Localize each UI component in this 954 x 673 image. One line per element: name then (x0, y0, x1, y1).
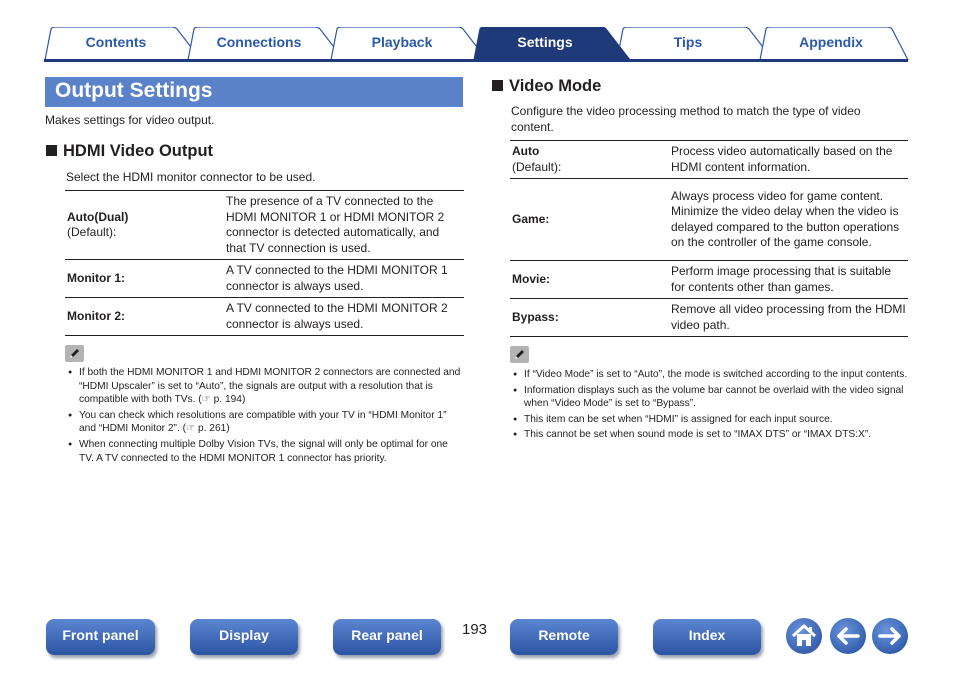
tab-playback[interactable] (330, 27, 488, 60)
pencil-icon (65, 345, 84, 362)
display-button[interactable] (190, 619, 298, 655)
option-key: Auto(Dual) (Default): (65, 191, 224, 260)
list-item: ● You can check which resolutions are compatible with your TV in “HDMI Monitor 1” and “HDMI Monitor 2”. (☞ p. 261) (66, 409, 464, 436)
option-value: A TV connected to the HDMI MONITOR 1 connector is always used. (224, 260, 464, 298)
table-row (65, 260, 464, 298)
heading-text: HDMI Video Output (63, 142, 214, 160)
video-mode-notes (511, 368, 908, 444)
tab-contents[interactable] (44, 27, 202, 60)
hdmi-video-output-heading (46, 142, 213, 161)
video-mode-description: Configure the video processing method to match the type of video content. (511, 104, 861, 134)
option-value: Remove all video processing from the HDMI video path. (669, 299, 908, 337)
option-value: Always process video for game content. Minimize the video delay when the video is delayed compared to the button operations on the controller of the game console. (669, 179, 908, 261)
button-label: Front panel (62, 627, 139, 643)
home-button[interactable] (786, 618, 822, 654)
front-panel-button[interactable] (46, 619, 155, 655)
page-number: 193 (462, 621, 488, 638)
index-button[interactable] (653, 619, 761, 655)
list-item: ● This item can be set when “HDMI” is assigned for each input source. (511, 413, 908, 427)
intro-text: Makes settings for video output. (45, 113, 215, 127)
tab-label: Settings (517, 34, 573, 50)
tab-connections[interactable] (187, 27, 345, 60)
tab-label: Contents (85, 34, 147, 50)
option-key: Monitor 2: (65, 298, 224, 336)
list-item: ● Information displays such as the volume bar cannot be overlaid with the video signal when “Video Mode” is set to “Bypass”. (511, 384, 908, 411)
rear-panel-button[interactable] (333, 619, 441, 655)
table-row (65, 298, 464, 336)
option-key: Monitor 1: (65, 260, 224, 298)
list-item: ● When connecting multiple Dolby Vision TVs, the signal will only be optimal for one TV. A TV connected to the HDMI MONITOR 1 connector has priority. (66, 438, 464, 465)
remote-button[interactable] (510, 619, 618, 655)
tab-label: Playback (371, 34, 433, 50)
page-title: Output Settings (55, 79, 213, 102)
home-icon (786, 618, 822, 654)
forward-button[interactable] (872, 618, 908, 654)
option-value: The presence of a TV connected to the HDMI MONITOR 1 or HDMI MONITOR 2 connector is detected automatically, and that TV connection is used. (224, 191, 464, 260)
hdmi-notes (66, 366, 464, 467)
option-key: Game: (510, 179, 669, 261)
square-bullet-icon (492, 80, 503, 91)
option-key: Movie: (510, 261, 669, 299)
option-key: Bypass: (510, 299, 669, 337)
arrow-left-icon (830, 618, 866, 654)
button-label: Rear panel (351, 627, 423, 643)
video-mode-options-table (510, 140, 908, 337)
table-row (510, 299, 908, 337)
list-item: ● If both the HDMI MONITOR 1 and HDMI MONITOR 2 connectors are connected and “HDMI Upscaler” is set to “Auto”, the signals are output with a resolution that is compatible with both TVs. (☞ p. 194) (66, 366, 464, 407)
video-mode-heading (492, 77, 601, 96)
pencil-icon (510, 346, 529, 363)
tab-tips[interactable] (616, 27, 774, 60)
heading-text: Video Mode (509, 77, 602, 95)
list-item: ● This cannot be set when sound mode is set to “IMAX DTS” or “IMAX DTS:X”. (511, 428, 908, 442)
back-button[interactable] (830, 618, 866, 654)
page-title-bar (45, 77, 463, 107)
arrow-right-icon (872, 618, 908, 654)
option-value: Perform image processing that is suitable for contents other than games. (669, 261, 908, 299)
list-item: ● If “Video Mode” is set to “Auto”, the mode is switched according to the input contents. (511, 368, 908, 382)
tab-label: Connections (216, 34, 302, 50)
square-bullet-icon (46, 145, 57, 156)
tab-label: Appendix (799, 34, 863, 50)
table-row (510, 179, 908, 261)
button-label: Remote (538, 627, 590, 643)
button-label: Index (688, 627, 726, 643)
option-value: A TV connected to the HDMI MONITOR 2 connector is always used. (224, 298, 464, 336)
table-row (65, 191, 464, 260)
tab-settings[interactable] (473, 27, 631, 60)
button-label: Display (219, 627, 269, 643)
hdmi-options-table (65, 190, 464, 336)
table-row (510, 141, 908, 179)
tab-label: Tips (673, 34, 703, 50)
tab-underline (44, 59, 908, 62)
option-value: Process video automatically based on the HDMI content information. (669, 141, 908, 179)
tab-appendix[interactable] (759, 27, 909, 60)
hdmi-description: Select the HDMI monitor connector to be used. (66, 170, 316, 184)
option-key: Auto (Default): (510, 141, 669, 179)
tab-bar (44, 27, 908, 62)
table-row (510, 261, 908, 299)
